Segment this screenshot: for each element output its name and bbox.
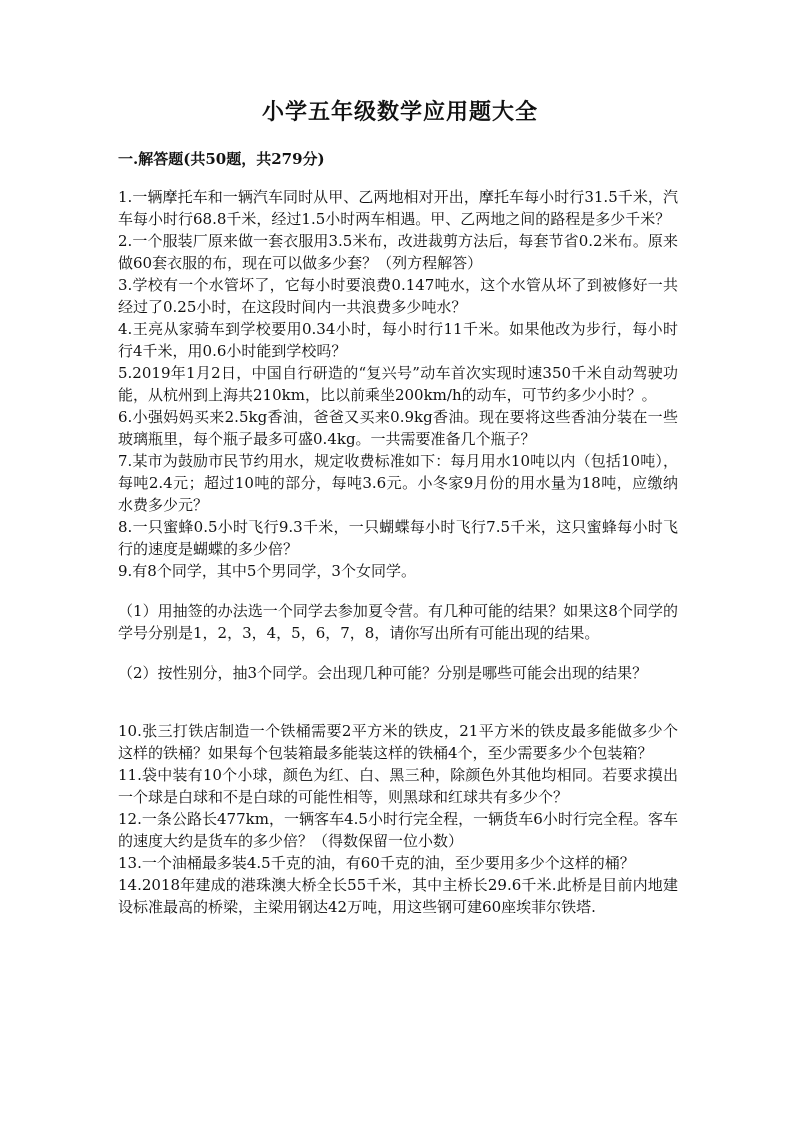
page-title: 小学五年级数学应用题大全	[261, 99, 538, 125]
question-13: 13.一个油桶最多装4.5千克的油，有60千克的油，至少要用多少个这样的桶？	[118, 854, 635, 872]
spacer	[118, 684, 678, 702]
spacer	[118, 702, 678, 720]
question-5: 5.2019年1月2日，中国自行研造的“复兴号”动车首次实现时速350千米自动驾驶功能，从杭州到上海共210km，比以前乘坐200km/h的动车，可节约多少小时？。	[118, 364, 678, 404]
question-10: 10.张三打铁店制造一个铁桶需要2平方米的铁皮，21平方米的铁皮最多能做多少个这样的铁桶？如果每个包装箱最多能装这样的铁桶4个，至少需要多少个包装箱？	[118, 722, 678, 762]
question-6: 6.小强妈妈买来2.5kg香油，爸爸又买来0.9kg香油。现在要将这些香油分装在一些玻璃瓶里，每个瓶子最多可盛0.4kg。一共需要准备几个瓶子？	[118, 408, 678, 448]
question-9-part-1: （1）用抽签的办法选一个同学去参加夏令营。有几种可能的结果？如果这8个同学的学号分别是1，2，3，4，5，6，7，8，请你写出所有可能出现的结果。	[118, 602, 678, 642]
question-9: 9.有8个同学，其中5个男同学，3个女同学。	[118, 562, 416, 580]
spacer	[118, 582, 678, 600]
section-heading: 一.解答题(共50题，共279分)	[118, 150, 325, 168]
question-14: 14.2018年建成的港珠澳大桥全长55千米，其中主桥长29.6千米.此桥是目前内地建设标准最高的桥梁，主梁用钢达42万吨，用这些钢可建60座埃菲尔铁塔.	[118, 876, 678, 916]
question-4: 4.王亮从家骑车到学校要用0.34小时，每小时行11千米。如果他改为步行，每小时行4千米，用0.6小时能到学校吗？	[118, 320, 678, 360]
question-7: 7.某市为鼓励市民节约用水，规定收费标准如下：每月用水10吨以内（包括10吨），每吨2.4元；超过10吨的部分，每吨3.6元。小冬家9月份的用水量为18吨，应缴纳水费多少元？	[118, 452, 678, 514]
question-12: 12.一条公路长477km，一辆客车4.5小时行完全程，一辆货车6小时行完全程。客车的速度大约是货车的多少倍？（得数保留一位小数）	[118, 810, 678, 850]
question-9-part-2: （2）按性别分，抽3个同学。会出现几种可能？分别是哪些可能会出现的结果？	[118, 664, 648, 682]
question-8: 8.一只蜜蜂0.5小时飞行9.3千米，一只蝴蝶每小时飞行7.5千米，这只蜜蜂每小时飞行的速度是蝴蝶的多少倍？	[118, 518, 678, 558]
question-1: 1.一辆摩托车和一辆汽车同时从甲、乙两地相对开出，摩托车每小时行31.5千米，汽车每小时行68.8千米，经过1.5小时两车相遇。甲、乙两地之间的路程是多少千米？	[118, 188, 678, 228]
question-11: 11.袋中装有10个小球，颜色为红、白、黑三种，除颜色外其他均相同。若要求摸出一个球是白球和不是白球的可能性相等，则黑球和红球共有多少个？	[118, 766, 678, 806]
question-2: 2.一个服装厂原来做一套衣服用3.5米布，改进裁剪方法后，每套节省0.2米布。原来做60套衣服的布，现在可以做多少套？（列方程解答）	[118, 232, 678, 272]
spacer	[118, 644, 678, 662]
question-list	[118, 186, 678, 918]
question-3: 3.学校有一个水管坏了，它每小时要浪费0.147吨水，这个水管从坏了到被修好一共经过了0.25小时，在这段时间内一共浪费多少吨水？	[118, 276, 678, 316]
